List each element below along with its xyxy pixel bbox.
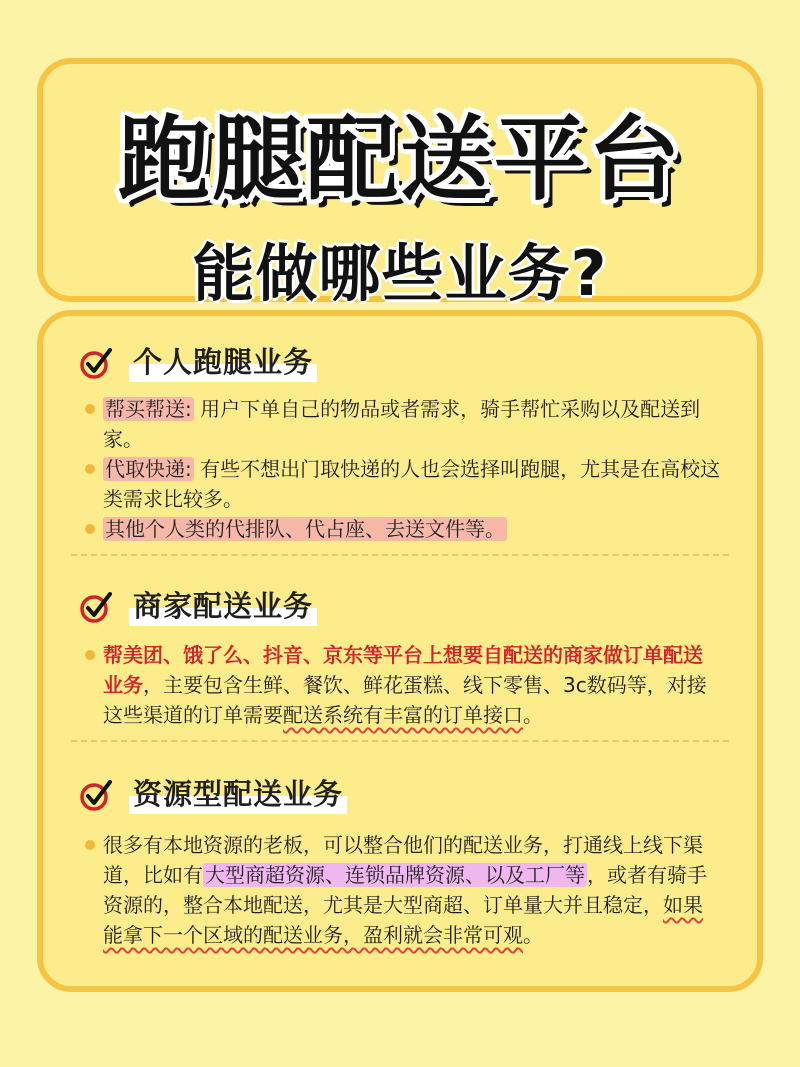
section-divider bbox=[71, 740, 729, 742]
section-title: 资源型配送业务 bbox=[129, 774, 347, 814]
item-wavy-text: 配送系统有丰富的订单接口 bbox=[283, 703, 523, 727]
section-title: 商家配送业务 bbox=[129, 586, 317, 626]
list-item bbox=[85, 394, 721, 454]
item-text: 用户下单自己的物品或者需求，骑手帮忙采购以及配送到家。 bbox=[103, 397, 701, 451]
section-title: 个人跑腿业务 bbox=[129, 342, 317, 382]
check-mark-icon bbox=[79, 346, 113, 380]
item-list bbox=[85, 394, 721, 544]
item-emphasis: 帮美团、饿了么、抖音、京东等平台上想要自配送的商家做订单配送业务 bbox=[103, 643, 703, 697]
section-divider bbox=[71, 554, 729, 556]
item-text: 有些不想出门取快递的人也会选择叫跑腿，尤其是在高校这类需求比较多。 bbox=[103, 457, 721, 511]
title-card bbox=[37, 58, 763, 310]
list-item bbox=[85, 830, 721, 950]
item-text: ，主要包含生鲜、餐饮、鲜花蛋糕、线下零售、3c数码等，对接这些渠道的订单需要 bbox=[103, 673, 707, 727]
check-mark-icon bbox=[79, 590, 113, 624]
item-highlight: 大型商超资源、连锁品牌资源、以及工厂等 bbox=[205, 863, 585, 887]
check-mark-icon bbox=[79, 778, 113, 812]
list-item bbox=[85, 454, 721, 514]
item-list bbox=[85, 830, 721, 950]
item-label: 代取快递: bbox=[105, 457, 192, 481]
item-end: 。 bbox=[523, 923, 543, 947]
item-list bbox=[85, 640, 721, 730]
item-text: 其他个人类的代排队、代占座、去送文件等。 bbox=[105, 517, 505, 541]
item-text: 很多有本地资源的老板，可以整合他们的配送业务，打通线上线下渠道，比如有 bbox=[103, 833, 703, 887]
list-item bbox=[85, 514, 721, 544]
page-title: 跑腿配送平台 bbox=[117, 106, 682, 213]
list-item bbox=[85, 640, 721, 730]
item-wavy-text: 如果能拿下一个区域的配送业务，盈利就会非常可观 bbox=[103, 893, 703, 947]
content-card bbox=[37, 310, 763, 992]
item-end: 。 bbox=[523, 703, 543, 727]
item-text: ，或者有骑手资源的，整合本地配送，尤其是大型商超、订单量大并且稳定， bbox=[103, 863, 707, 917]
page-subtitle: 能做哪些业务? bbox=[192, 237, 608, 310]
item-label: 帮买帮送: bbox=[105, 397, 192, 421]
